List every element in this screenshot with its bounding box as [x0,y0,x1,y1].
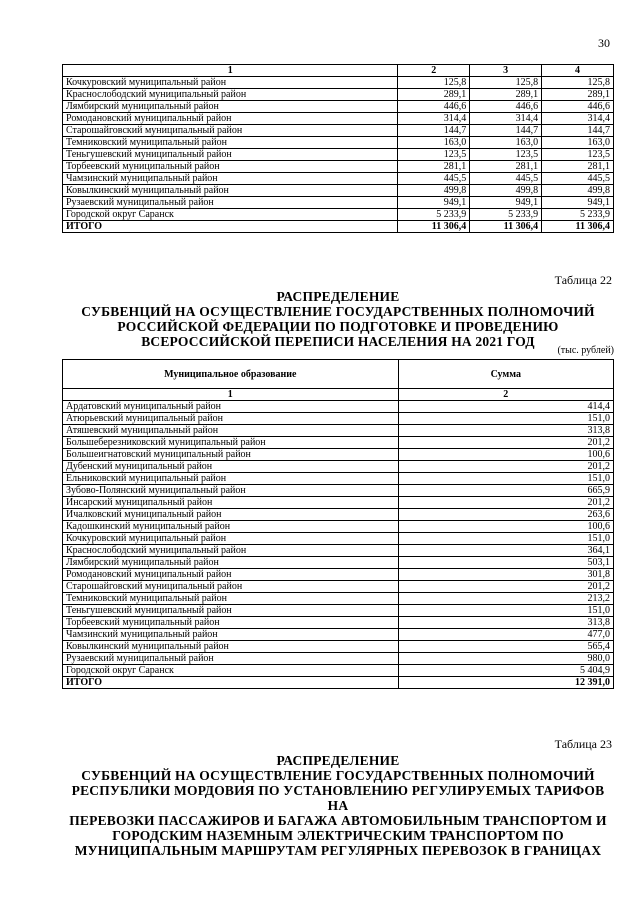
municipality-name: Ковылкинский муниципальный район [63,641,399,653]
amount-cell: 123,5 [398,149,470,161]
municipality-name: Темниковский муниципальный район [63,137,398,149]
table-row [63,629,614,641]
amount-cell: 499,8 [542,185,614,197]
amount-cell: 201,2 [398,497,613,509]
municipality-name: Теньгушевский муниципальный район [63,149,398,161]
amount-cell: 565,4 [398,641,613,653]
municipality-name: Ардатовский муниципальный район [63,401,399,413]
column-header: Сумма [398,360,613,389]
table-row [63,521,614,533]
total-label: ИТОГО [63,677,399,689]
column-number: 3 [470,65,542,77]
amount-cell: 5 233,9 [398,209,470,221]
total-amount: 11 306,4 [398,221,470,233]
heading-line: РАСПРЕДЕЛЕНИЕ [276,753,400,768]
amount-cell: 313,8 [398,617,613,629]
heading-line: МУНИЦИПАЛЬНЫМ МАРШРУТАМ РЕГУЛЯРНЫХ ПЕРЕВОЗОК В ГРАНИЦАХ [74,843,602,858]
municipality-name: Кочкуровский муниципальный район [63,77,398,89]
column-number: 1 [63,389,399,401]
table-row [63,137,614,149]
municipality-name: Торбеевский муниципальный район [63,161,398,173]
column-number: 1 [63,65,398,77]
table-row [63,665,614,677]
table-row [63,401,614,413]
amount-cell: 123,5 [542,149,614,161]
heading-line: СУБВЕНЦИЙ НА ОСУЩЕСТВЛЕНИЕ ГОСУДАРСТВЕННЫХ ПОЛНОМОЧИЙ [81,768,595,783]
heading-line: РОССИЙСКОЙ ФЕДЕРАЦИИ ПО ПОДГОТОВКЕ И ПРОВЕДЕНИЮ [117,319,559,334]
table-row [63,605,614,617]
amount-cell: 499,8 [398,185,470,197]
table-row [63,581,614,593]
amount-cell: 151,0 [398,473,613,485]
amount-cell: 499,8 [470,185,542,197]
amount-cell: 163,0 [470,137,542,149]
amount-cell: 281,1 [542,161,614,173]
table-23-caption: Таблица 23 [554,737,612,751]
table-row [63,125,614,137]
heading-line: РЕСПУБЛИКИ МОРДОВИЯ ПО УСТАНОВЛЕНИЮ РЕГУЛИРУЕМЫХ ТАРИФОВ НА [71,783,605,813]
municipality-name: Атяшевский муниципальный район [63,425,399,437]
amount-cell: 125,8 [398,77,470,89]
municipality-name: Кадошкинский муниципальный район [63,521,399,533]
amount-cell: 414,4 [398,401,613,413]
municipality-name: Теньгушевский муниципальный район [63,605,399,617]
table-row [63,185,614,197]
municipality-name: Ромодановский муниципальный район [63,569,399,581]
total-row [63,221,614,233]
table-row [63,197,614,209]
table-row [63,593,614,605]
table-row [63,101,614,113]
page-number: 30 [598,36,610,50]
column-number-row [63,65,614,77]
municipality-name: Темниковский муниципальный район [63,593,399,605]
column-number: 2 [398,389,613,401]
amount-cell: 144,7 [470,125,542,137]
table-row [63,173,614,185]
table-row [63,533,614,545]
amount-cell: 503,1 [398,557,613,569]
amount-cell: 125,8 [542,77,614,89]
amount-cell: 665,9 [398,485,613,497]
amount-cell: 151,0 [398,605,613,617]
municipality-name: Зубово-Полянский муниципальный район [63,485,399,497]
municipality-name: Чамзинский муниципальный район [63,173,398,185]
municipality-name: Дубенский муниципальный район [63,461,399,473]
amount-cell: 445,5 [542,173,614,185]
amount-cell: 980,0 [398,653,613,665]
amount-cell: 263,6 [398,509,613,521]
amount-cell: 151,0 [398,413,613,425]
amount-cell: 201,2 [398,461,613,473]
header-row [63,360,614,389]
table-row [63,209,614,221]
total-amount: 11 306,4 [542,221,614,233]
amount-cell: 445,5 [398,173,470,185]
amount-cell: 364,1 [398,545,613,557]
table-23-heading [62,753,614,858]
amount-cell: 100,6 [398,449,613,461]
amount-cell: 213,2 [398,593,613,605]
table-row [63,113,614,125]
table-22-caption: Таблица 22 [554,273,612,287]
table-row [63,569,614,581]
municipality-name: Городской округ Саранск [63,209,398,221]
amount-cell: 281,1 [470,161,542,173]
total-amount: 11 306,4 [470,221,542,233]
amount-cell: 201,2 [398,437,613,449]
amount-cell: 123,5 [470,149,542,161]
municipality-name: Чамзинский муниципальный район [63,629,399,641]
amount-cell: 301,8 [398,569,613,581]
municipality-name: Краснослободский муниципальный район [63,545,399,557]
amount-cell: 144,7 [398,125,470,137]
municipality-name: Рузаевский муниципальный район [63,653,399,665]
amount-cell: 5 233,9 [542,209,614,221]
municipality-name: Рузаевский муниципальный район [63,197,398,209]
amount-cell: 446,6 [542,101,614,113]
table-row [63,653,614,665]
amount-cell: 313,8 [398,425,613,437]
amount-cell: 949,1 [542,197,614,209]
table-row [63,545,614,557]
heading-line: ВСЕРОССИЙСКОЙ ПЕРЕПИСИ НАСЕЛЕНИЯ НА 2021 ГОД [141,334,535,349]
amount-cell: 163,0 [542,137,614,149]
amount-cell: 289,1 [398,89,470,101]
table-row [63,557,614,569]
column-number-row [63,389,614,401]
heading-line: ПЕРЕВОЗКИ ПАССАЖИРОВ И БАГАЖА АВТОМОБИЛЬНЫМ ТРАНСПОРТОМ И [69,813,607,828]
municipality-name: Старошайговский муниципальный район [63,581,399,593]
table-row [63,473,614,485]
amount-cell: 314,4 [470,113,542,125]
amount-cell: 477,0 [398,629,613,641]
municipality-name: Инсарский муниципальный район [63,497,399,509]
table-row [63,89,614,101]
table-row [63,425,614,437]
table-row [63,617,614,629]
amount-cell: 125,8 [470,77,542,89]
amount-cell: 949,1 [398,197,470,209]
amount-cell: 314,4 [398,113,470,125]
municipality-name: Торбеевский муниципальный район [63,617,399,629]
total-row [63,677,614,689]
table-row [63,509,614,521]
amount-cell: 289,1 [470,89,542,101]
column-header: Муниципальное образование [63,360,399,389]
table-row [63,437,614,449]
heading-line: СУБВЕНЦИЙ НА ОСУЩЕСТВЛЕНИЕ ГОСУДАРСТВЕННЫХ ПОЛНОМОЧИЙ [81,304,595,319]
continued-table [62,64,614,233]
total-label: ИТОГО [63,221,398,233]
table-row [63,485,614,497]
amount-cell: 949,1 [470,197,542,209]
heading-line: ГОРОДСКИМ НАЗЕМНЫМ ЭЛЕКТРИЧЕСКИМ ТРАНСПОРТОМ ПО [112,828,564,843]
municipality-name: Атюрьевский муниципальный район [63,413,399,425]
amount-cell: 201,2 [398,581,613,593]
total-amount: 12 391,0 [398,677,613,689]
amount-cell: 281,1 [398,161,470,173]
heading-line: РАСПРЕДЕЛЕНИЕ [276,289,400,304]
amount-cell: 445,5 [470,173,542,185]
table-row [63,77,614,89]
amount-cell: 289,1 [542,89,614,101]
column-number: 4 [542,65,614,77]
table-row [63,461,614,473]
municipality-name: Кочкуровский муниципальный район [63,533,399,545]
table-row [63,449,614,461]
municipality-name: Краснослободский муниципальный район [63,89,398,101]
table-row [63,641,614,653]
municipality-name: Большеберезниковский муниципальный район [63,437,399,449]
municipality-name: Ковылкинский муниципальный район [63,185,398,197]
amount-cell: 314,4 [542,113,614,125]
amount-cell: 100,6 [398,521,613,533]
table-22-heading [62,289,614,349]
amount-cell: 151,0 [398,533,613,545]
municipality-name: Ичалковский муниципальный район [63,509,399,521]
table-row [63,497,614,509]
amount-cell: 446,6 [470,101,542,113]
amount-cell: 5 404,9 [398,665,613,677]
municipality-name: Старошайговский муниципальный район [63,125,398,137]
municipality-name: Лямбирский муниципальный район [63,101,398,113]
table-row [63,161,614,173]
municipality-name: Лямбирский муниципальный район [63,557,399,569]
amount-cell: 5 233,9 [470,209,542,221]
units-label: (тыс. рублей) [557,345,614,356]
amount-cell: 163,0 [398,137,470,149]
table-row [63,413,614,425]
table-22 [62,359,614,689]
municipality-name: Ромодановский муниципальный район [63,113,398,125]
municipality-name: Городской округ Саранск [63,665,399,677]
municipality-name: Большеигнатовский муниципальный район [63,449,399,461]
table-row [63,149,614,161]
amount-cell: 144,7 [542,125,614,137]
column-number: 2 [398,65,470,77]
municipality-name: Ельниковский муниципальный район [63,473,399,485]
amount-cell: 446,6 [398,101,470,113]
